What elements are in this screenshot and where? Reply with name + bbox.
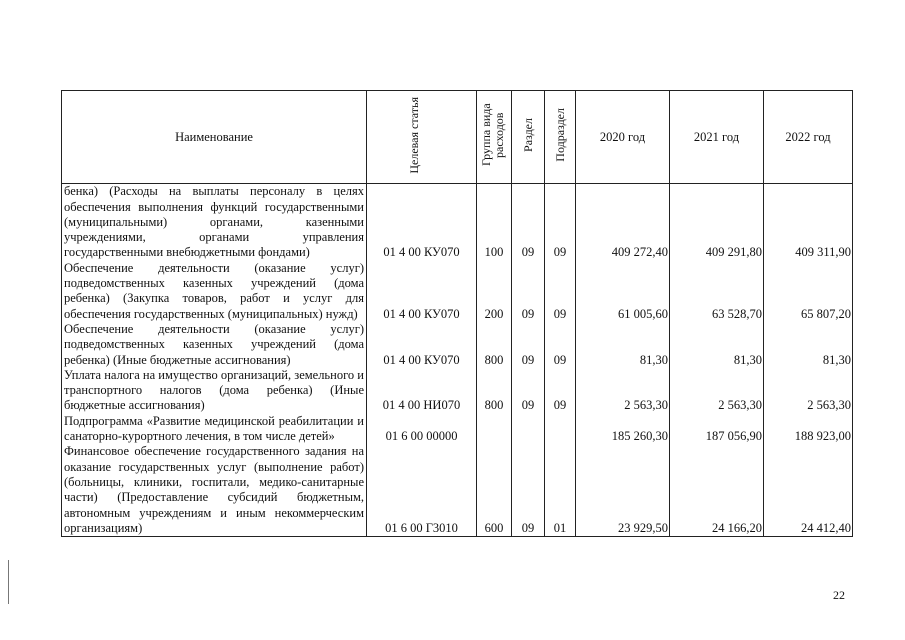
row-subsection — [545, 414, 576, 445]
row-value-2021: 24 166,20 — [670, 444, 764, 536]
row-value-2021: 81,30 — [670, 322, 764, 368]
row-subsection: 09 — [545, 184, 576, 261]
table-row — [62, 184, 853, 261]
row-value-2022: 24 412,40 — [764, 444, 853, 536]
row-expense-group — [477, 414, 512, 445]
row-target-article: 01 6 00 00000 — [367, 414, 477, 445]
row-value-2020: 409 272,40 — [576, 184, 670, 261]
budget-table — [61, 90, 853, 537]
row-value-2020: 23 929,50 — [576, 444, 670, 536]
row-target-article: 01 6 00 Г3010 — [367, 444, 477, 536]
row-section: 09 — [512, 444, 545, 536]
row-subsection: 01 — [545, 444, 576, 536]
row-name: Обеспечение деятельности (оказание услуг) подведомственных казенных учреждений (дома ребенка) (Закупка товаров, работ и услуг для обеспечения государственных (муниципальных) нужд) — [62, 261, 367, 322]
header-section: Раздел — [512, 91, 545, 184]
row-target-article: 01 4 00 КУ070 — [367, 184, 477, 261]
row-name: Обеспечение деятельности (оказание услуг) подведомственных казенных учреждений (дома ребенка) (Иные бюджетные ассигнования) — [62, 322, 367, 368]
row-value-2020: 2 563,30 — [576, 368, 670, 414]
row-section: 09 — [512, 322, 545, 368]
row-name: Финансовое обеспечение государственного задания на оказание государственных услуг (выполнение работ) (больницы, клиники, госпитали, медико-санитарные части) (Предоставление субсидий бюджетным, автономным учреждениям и иным некоммерческим организациям) — [62, 444, 367, 536]
row-expense-group: 600 — [477, 444, 512, 536]
row-value-2022: 65 807,20 — [764, 261, 853, 322]
header-name: Наименование — [62, 91, 367, 184]
row-expense-group: 200 — [477, 261, 512, 322]
row-subsection: 09 — [545, 322, 576, 368]
row-section: 09 — [512, 261, 545, 322]
header-subsection: Подраздел — [545, 91, 576, 184]
row-subsection: 09 — [545, 368, 576, 414]
row-expense-group: 100 — [477, 184, 512, 261]
row-value-2021: 409 291,80 — [670, 184, 764, 261]
row-value-2020: 185 260,30 — [576, 414, 670, 445]
row-target-article: 01 4 00 НИ070 — [367, 368, 477, 414]
row-target-article: 01 4 00 КУ070 — [367, 261, 477, 322]
row-section: 09 — [512, 184, 545, 261]
table-row — [62, 322, 853, 368]
header-year-2020: 2020 год — [576, 91, 670, 184]
row-section: 09 — [512, 368, 545, 414]
row-name: Уплата налога на имущество организаций, земельного и транспортного налогов (дома ребенка) (Иные бюджетные ассигнования) — [62, 368, 367, 414]
row-value-2021: 63 528,70 — [670, 261, 764, 322]
header-year-2021: 2021 год — [670, 91, 764, 184]
row-target-article: 01 4 00 КУ070 — [367, 322, 477, 368]
scan-edge-mark — [8, 560, 9, 604]
row-name: Подпрограмма «Развитие медицинской реабилитации и санаторно-курортного лечения, в том числе детей» — [62, 414, 367, 445]
table-header-row — [62, 91, 853, 184]
table-row — [62, 414, 853, 445]
row-value-2021: 187 056,90 — [670, 414, 764, 445]
row-value-2022: 409 311,90 — [764, 184, 853, 261]
row-name: бенка) (Расходы на выплаты персоналу в целях обеспечения выполнения функций государственными (муниципальными) органами, казенными учреждениями, органами управления государственными внебюджетными фондами) — [62, 184, 367, 261]
row-expense-group: 800 — [477, 368, 512, 414]
row-subsection: 09 — [545, 261, 576, 322]
table-row — [62, 261, 853, 322]
header-year-2022: 2022 год — [764, 91, 853, 184]
row-value-2022: 81,30 — [764, 322, 853, 368]
row-value-2022: 2 563,30 — [764, 368, 853, 414]
page-number: 22 — [833, 588, 845, 602]
row-value-2020: 81,30 — [576, 322, 670, 368]
row-value-2021: 2 563,30 — [670, 368, 764, 414]
row-expense-group: 800 — [477, 322, 512, 368]
header-target-article: Целевая статья — [367, 91, 477, 184]
header-expense-group: Группа вида расходов — [477, 91, 512, 184]
row-section — [512, 414, 545, 445]
table-row — [62, 444, 853, 536]
table-row — [62, 368, 853, 414]
row-value-2020: 61 005,60 — [576, 261, 670, 322]
row-value-2022: 188 923,00 — [764, 414, 853, 445]
